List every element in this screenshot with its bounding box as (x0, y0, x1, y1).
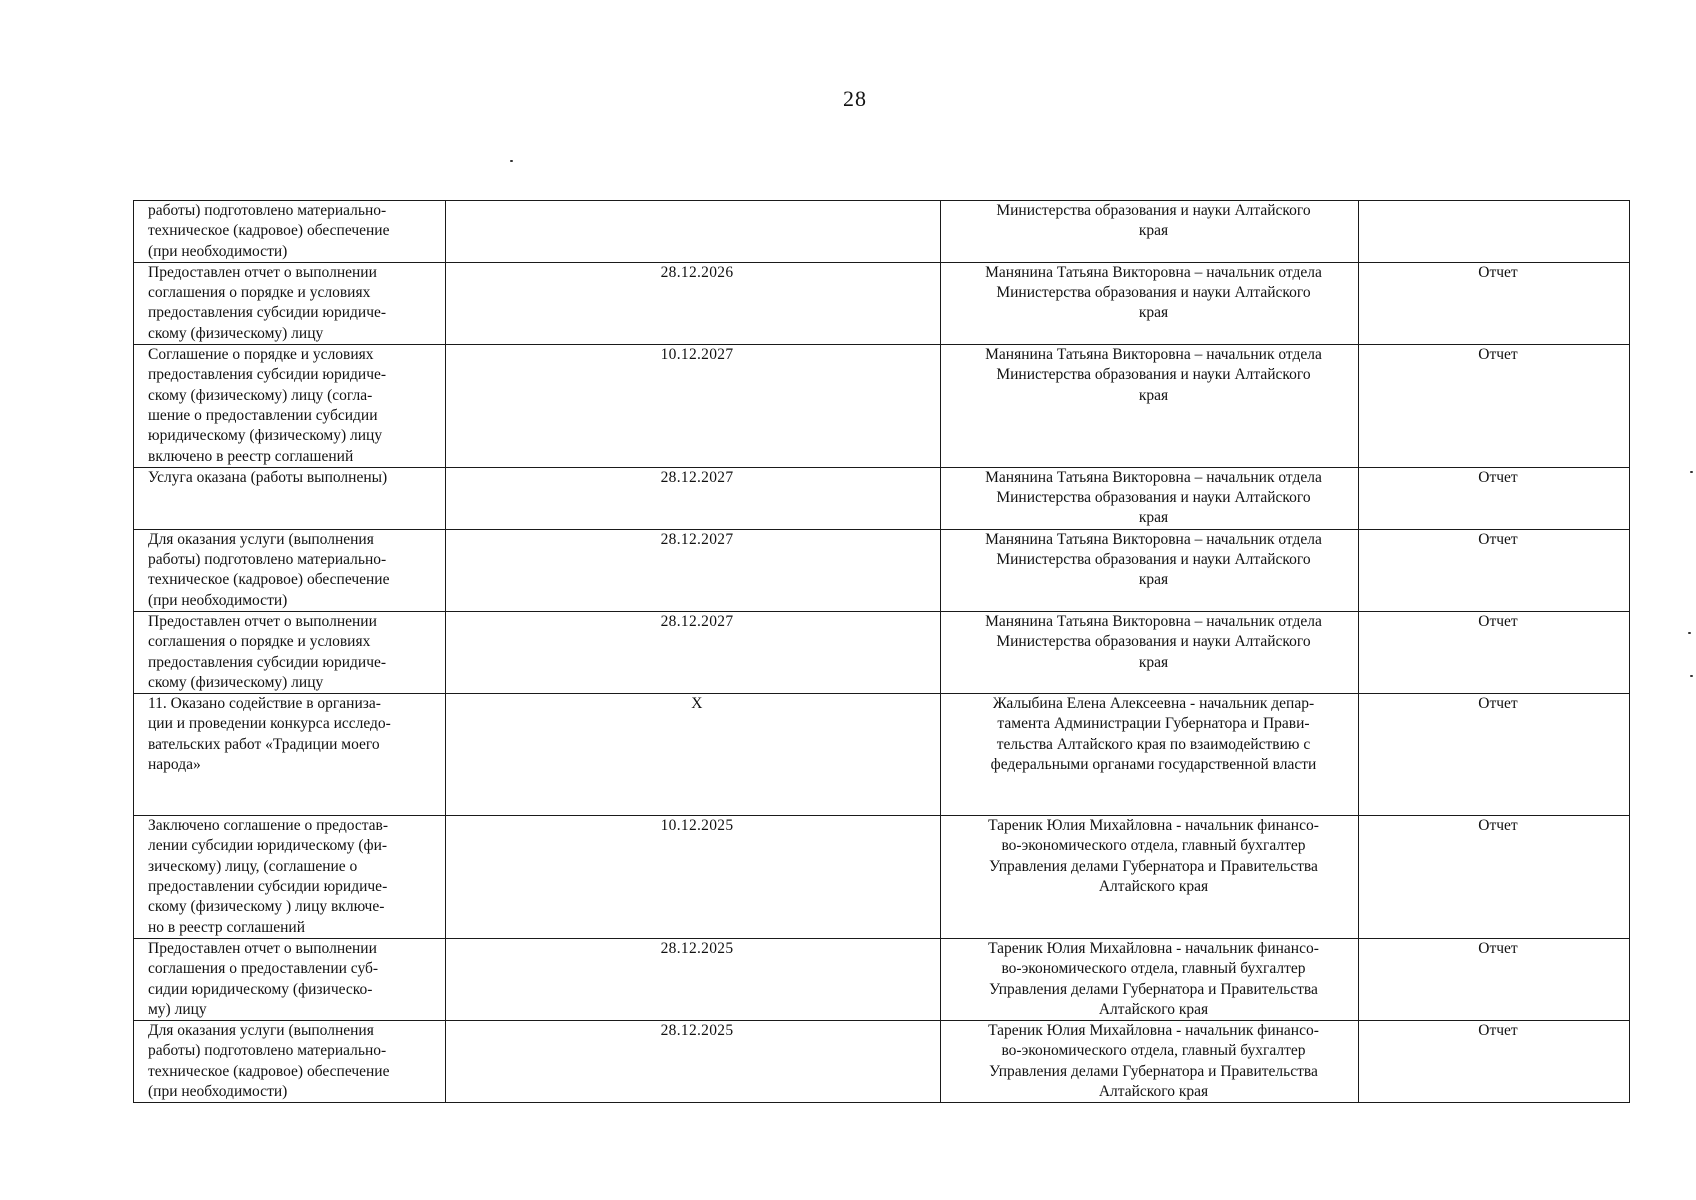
responsible-text: Манянина Татьяна Викторовна – начальник отдела Министерства образования и науки Алтайского края (985, 263, 1322, 322)
document-text: Отчет (1478, 346, 1518, 364)
description-text: Для оказания услуги (выполнения работы) подготовлено материально- техническое (кадровое) обеспечение (при необходимости) (148, 1022, 390, 1100)
description-cell (134, 938, 446, 1020)
scan-speck (510, 160, 513, 162)
document-text: Отчет (1478, 939, 1518, 957)
description-text: Предоставлен отчет о выполнении соглашения о порядке и условиях предоставления субсидии юридиче- скому (физическому) лицу (148, 612, 387, 691)
description-text: Заключено соглашение о предостав- лении субсидии юридическому (фи- зическому) лицу, (соглашение о предоставлении субсидии юридиче- скому (физическому ) лицу включе- но в реестр соглашений (148, 817, 389, 936)
document-text: Отчет (1478, 263, 1518, 281)
table-row (134, 938, 1630, 1020)
responsible-cell (941, 611, 1359, 693)
description-text: Услуга оказана (работы выполнены) (148, 468, 388, 486)
table-row (134, 201, 1630, 263)
table-row (134, 262, 1630, 344)
description-text: Соглашение о порядке и условиях предоставления субсидии юридиче- скому (физическому) лицу (согла- шение о предоставлении субсидии юридическому (физическому) лицу включено в реестр соглашений (148, 346, 387, 465)
date-cell (446, 262, 941, 344)
date-text: 28.12.2027 (660, 530, 734, 548)
document-text: Отчет (1478, 1022, 1518, 1040)
description-cell (134, 611, 446, 693)
responsible-text: Манянина Татьяна Викторовна – начальник отдела Министерства образования и науки Алтайского края (985, 530, 1322, 589)
document-cell (1359, 201, 1630, 263)
description-text: 11. Оказано содействие в организа- ции и проведении конкурса исследо- вательских работ «Традиции моего народа» (148, 695, 391, 774)
document-cell (1359, 1021, 1630, 1103)
date-cell (446, 529, 941, 611)
scan-speck (1690, 675, 1693, 677)
description-cell (134, 816, 446, 939)
responsible-cell (941, 938, 1359, 1020)
date-text: 28.12.2026 (660, 263, 734, 281)
document-cell (1359, 611, 1630, 693)
description-text: Для оказания услуги (выполнения работы) подготовлено материально- техническое (кадровое) обеспечение (при необходимости) (148, 530, 390, 609)
table-row (134, 345, 1630, 468)
activities-table (133, 200, 1630, 1103)
scan-speck (1688, 632, 1691, 634)
description-cell (134, 1021, 446, 1103)
document-text: Отчет (1478, 612, 1518, 630)
date-text: 10.12.2027 (660, 346, 734, 364)
document-text: Отчет (1478, 468, 1518, 486)
responsible-text: Тареник Юлия Михайловна - начальник финансо- во-экономического отдела, главный бухгалтер Управления делами Губернатора и Правительства Алтайского края (988, 939, 1319, 1018)
responsible-text: Манянина Татьяна Викторовна – начальник отдела Министерства образования и науки Алтайского края (985, 468, 1322, 527)
date-cell (446, 345, 941, 468)
date-text: 28.12.2027 (660, 468, 734, 486)
date-text: Х (691, 695, 703, 713)
document-text: Отчет (1478, 695, 1518, 713)
table-row (134, 816, 1630, 939)
responsible-cell (941, 201, 1359, 263)
table-row (134, 611, 1630, 693)
table-row (134, 1021, 1630, 1103)
date-cell (446, 816, 941, 939)
responsible-cell (941, 467, 1359, 529)
table-row (134, 694, 1630, 816)
responsible-cell (941, 694, 1359, 816)
scan-speck (1690, 471, 1693, 473)
table-row (134, 529, 1630, 611)
document-cell (1359, 694, 1630, 816)
document-cell (1359, 816, 1630, 939)
responsible-text: Тареник Юлия Михайловна - начальник финансо- во-экономического отдела, главный бухгалтер Управления делами Губернатора и Правительства Алтайского края (988, 1022, 1319, 1100)
responsible-text: Министерства образования и науки Алтайского края (996, 202, 1311, 240)
table-row (134, 467, 1630, 529)
description-cell (134, 529, 446, 611)
responsible-text: Жалыбина Елена Алексеевна - начальник депар- тамента Администрации Губернатора и Прави- тельства Алтайского края по взаимодействию с федеральными органами государственной власти (990, 695, 1317, 774)
description-cell (134, 467, 446, 529)
responsible-text: Тареник Юлия Михайловна - начальник финансо- во-экономического отдела, главный бухгалтер Управления делами Губернатора и Правительства Алтайского края (988, 817, 1319, 896)
description-cell (134, 201, 446, 263)
responsible-cell (941, 262, 1359, 344)
date-cell (446, 1021, 941, 1103)
document-cell (1359, 529, 1630, 611)
description-text: Предоставлен отчет о выполнении соглашения о предоставлении суб- сидии юридическому (физическо- му) лицу (148, 939, 379, 1018)
document-text: Отчет (1478, 530, 1518, 548)
document-cell (1359, 467, 1630, 529)
date-cell (446, 201, 941, 263)
description-text: Предоставлен отчет о выполнении соглашения о порядке и условиях предоставления субсидии юридиче- скому (физическому) лицу (148, 263, 387, 342)
description-text: работы) подготовлено материально- техническое (кадровое) обеспечение (при необходимости) (148, 202, 390, 260)
date-text: 28.12.2027 (660, 612, 734, 630)
description-cell (134, 694, 446, 816)
document-cell (1359, 345, 1630, 468)
responsible-cell (941, 816, 1359, 939)
responsible-text: Манянина Татьяна Викторовна – начальник отдела Министерства образования и науки Алтайского края (985, 346, 1322, 404)
responsible-cell (941, 529, 1359, 611)
document-text: Отчет (1478, 817, 1518, 835)
date-text: 28.12.2025 (660, 1022, 734, 1040)
date-cell (446, 694, 941, 816)
date-text: 10.12.2025 (660, 817, 734, 835)
document-cell (1359, 262, 1630, 344)
description-cell (134, 345, 446, 468)
date-text: 28.12.2025 (660, 939, 734, 957)
date-cell (446, 938, 941, 1020)
responsible-text: Манянина Татьяна Викторовна – начальник отдела Министерства образования и науки Алтайского края (985, 612, 1322, 671)
document-cell (1359, 938, 1630, 1020)
responsible-cell (941, 1021, 1359, 1103)
description-cell (134, 262, 446, 344)
responsible-cell (941, 345, 1359, 468)
page-number: 28 (843, 86, 867, 111)
date-cell (446, 467, 941, 529)
date-cell (446, 611, 941, 693)
